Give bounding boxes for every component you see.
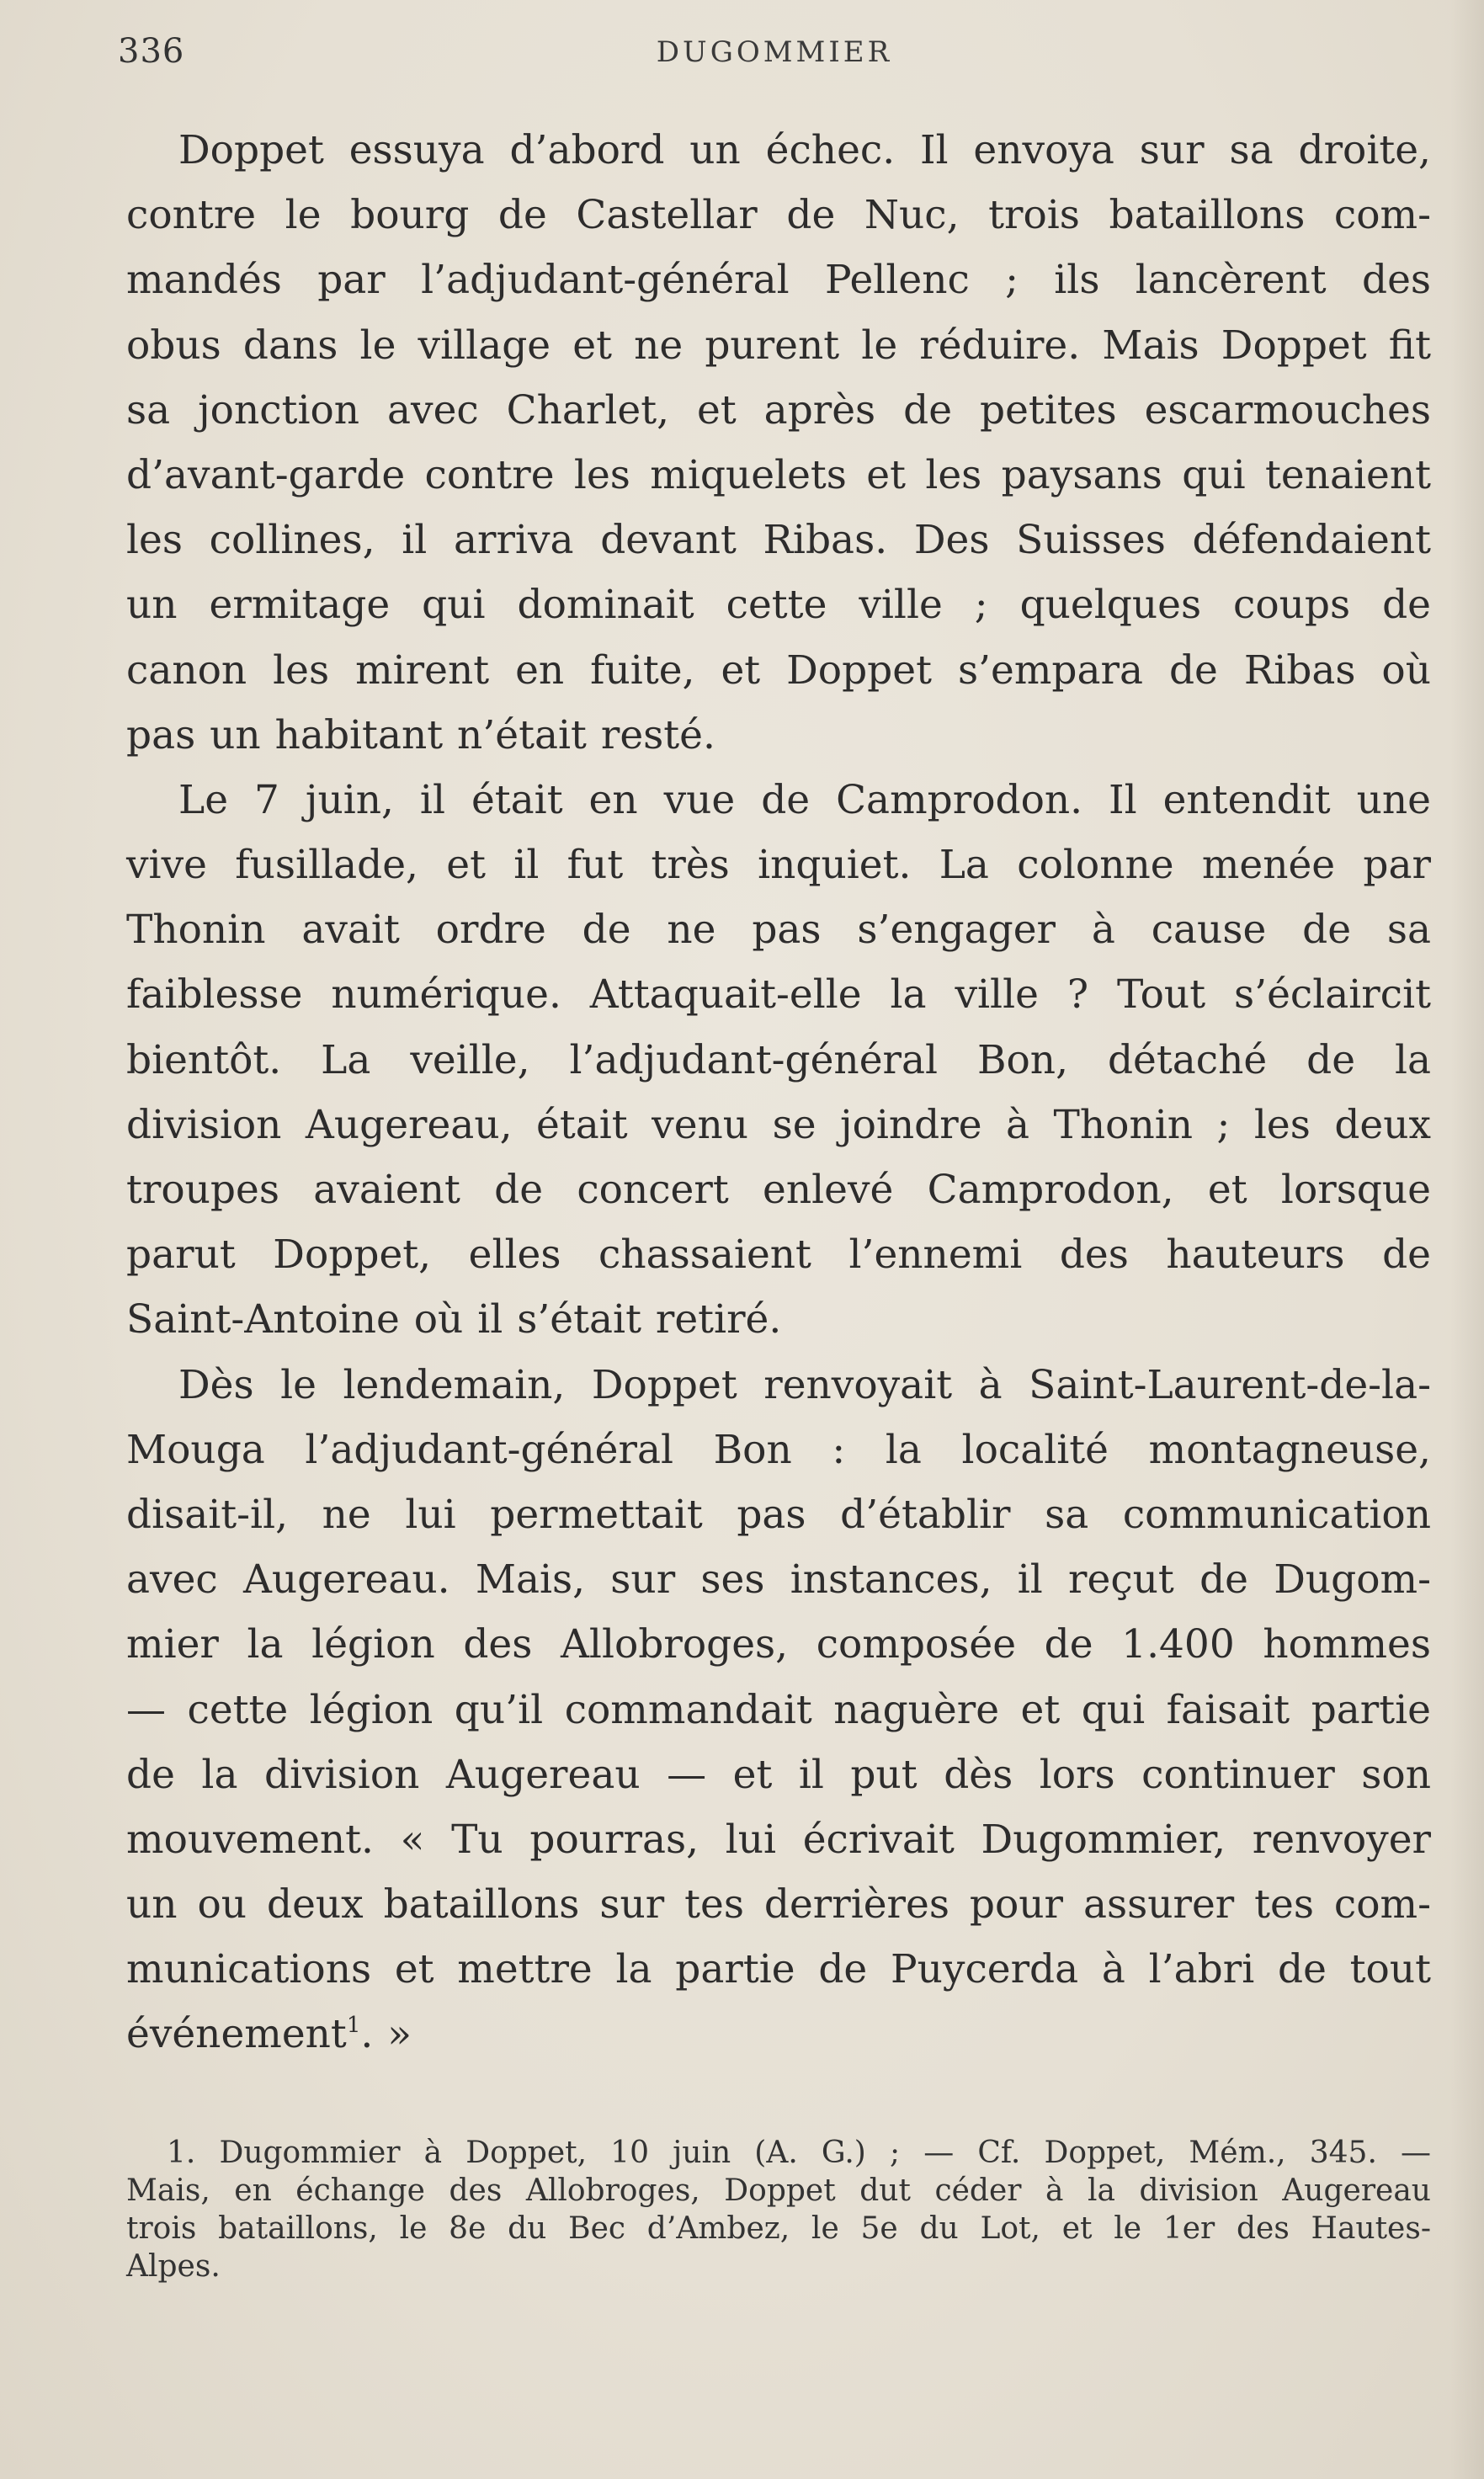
footnote-reference[interactable]: 1: [346, 2013, 361, 2039]
text-line: — cette légion qu’il commandait naguère et qui faisait partie: [126, 1686, 1431, 1733]
body-text: [126, 118, 1431, 2067]
page-header: [118, 32, 1431, 82]
closing-quote: . »: [360, 2011, 412, 2058]
text-line: mouvement. « Tu pourras, lui écrivait Dugommier, renvoyer: [126, 1816, 1431, 1863]
text-line: les collines, il arriva devant Ribas. Des Suisses défendaient: [126, 517, 1431, 564]
text-line: pas un habitant n’était resté.: [126, 711, 715, 758]
footnote-line: trois bataillons, le 8e du Bec d’Ambez, le 5e du Lot, et le 1er des Hautes-: [126, 2211, 1431, 2246]
page-edge-shadow: [1450, 0, 1484, 2479]
final-word: événement: [126, 2011, 347, 2058]
text-line: faiblesse numérique. Attaquait-elle la ville ? Tout s’éclaircit: [126, 971, 1431, 1019]
text-line: de la division Augereau — et il put dès lors continuer son: [126, 1751, 1431, 1798]
text-line: troupes avaient de concert enlevé Camprodon, et lorsque: [126, 1167, 1431, 1213]
text-line: munications et mettre la partie de Puycerda à l’abri de tout: [126, 1946, 1431, 1993]
text-line: division Augereau, était venu se joindre à Thonin ; les deux: [126, 1101, 1431, 1148]
text-line: sa jonction avec Charlet, et après de petites escarmouches: [126, 386, 1431, 434]
footnotes: [126, 2134, 1431, 2285]
running-title: DUGOMMIER: [656, 35, 893, 69]
text-line: d’avant-garde contre les miquelets et les paysans qui tenaient: [126, 451, 1431, 498]
text-line: canon les mirent en fuite, et Doppet s’empara de Ribas où: [126, 646, 1431, 694]
page-number: 336: [118, 32, 185, 71]
text-line: parut Doppet, elles chassaient l’ennemi des hauteurs de: [126, 1232, 1431, 1279]
footnote-line: 1. Dugommier à Doppet, 10 juin (A. G.) ; — Cf. Doppet, Mém., 345. —: [167, 2136, 1431, 2170]
text-line: Dès le lendemain, Doppet renvoyait à Saint-Laurent-de-la-: [178, 1361, 1431, 1408]
text-line: disait-il, ne lui permettait pas d’établir sa communication: [126, 1491, 1431, 1538]
text-line: un ermitage qui dominait cette ville ; quelques coups de: [126, 582, 1431, 629]
text-line: Mouga l’adjudant-général Bon : la localité montagneuse,: [126, 1426, 1431, 1473]
text-line-final: [126, 2002, 1431, 2067]
text-line: obus dans le village et ne purent le réduire. Mais Doppet fit: [126, 322, 1431, 369]
text-line: avec Augereau. Mais, sur ses instances, il reçut de Dugom-: [126, 1556, 1431, 1604]
text-line: un ou deux bataillons sur tes derrières pour assurer tes com-: [126, 1881, 1431, 1928]
text-line: vive fusillade, et il fut très inquiet. La colonne menée par: [126, 842, 1431, 889]
text-line: mier la légion des Allobroges, composée de 1.400 hommes: [126, 1621, 1431, 1668]
text-line: mandés par l’adjudant-général Pellenc ; ils lancèrent des: [126, 257, 1431, 304]
text-line: Saint-Antoine où il s’était retiré.: [126, 1296, 782, 1343]
footnote-line: Alpes.: [126, 2249, 221, 2284]
footnote-line: Mais, en échange des Allobroges, Doppet dut céder à la division Augereau: [126, 2173, 1431, 2208]
text-line: Doppet essuya d’abord un échec. Il envoya sur sa droite,: [178, 127, 1431, 173]
text-line: bientôt. La veille, l’adjudant-général Bon, détaché de la: [126, 1036, 1431, 1083]
text-line: Le 7 juin, il était en vue de Camprodon. Il entendit une: [178, 776, 1431, 823]
text-line: Thonin avait ordre de ne pas s’engager à cause de sa: [126, 907, 1431, 954]
text-line: contre le bourg de Castellar de Nuc, trois bataillons com-: [126, 192, 1431, 239]
